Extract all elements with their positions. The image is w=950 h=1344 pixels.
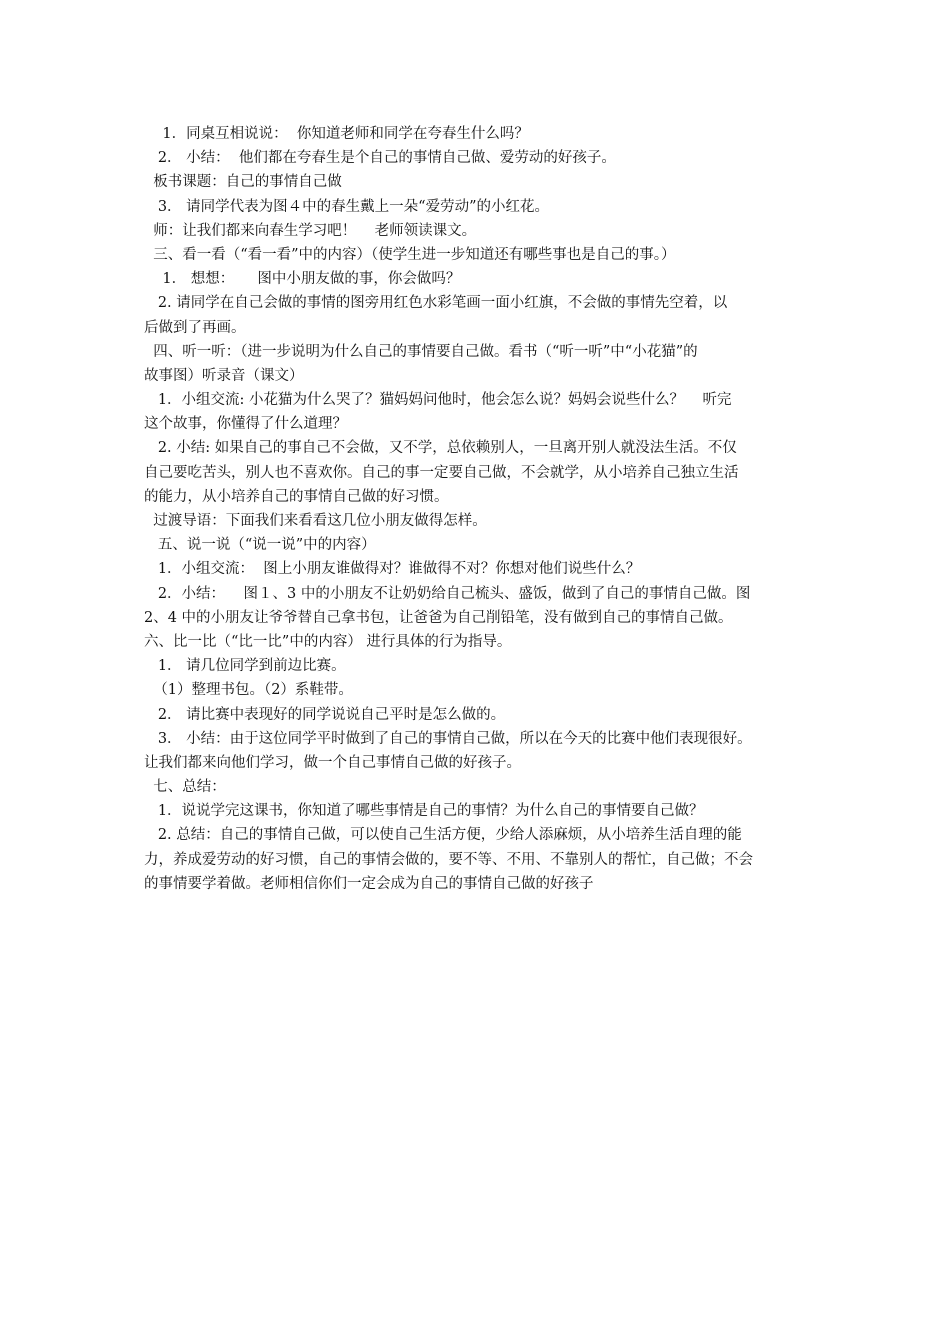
text-line: （1）整理书包。（2）系鞋带。	[144, 682, 353, 699]
section-heading: 六、比一比（“比一比”中的内容） 进行具体的行为指导。	[144, 633, 512, 650]
text-line: 让我们都来向他们学习，做一个自己事情自己做的好孩子。	[144, 754, 521, 771]
text-line: 过渡导语：下面我们来看看这几位小朋友做得怎样。	[144, 513, 487, 529]
text-line: 2、4 中的小朋友让爷爷替自己拿书包，让爸爸为自己削铅笔，没有做到自己的事情自己做。	[144, 609, 733, 626]
text-line: 1． 请几位同学到前边比赛。	[144, 658, 346, 675]
text-line: 2．小结： 图１、3 中的小朋友不让奶奶给自己梳头、盛饭，做到了自己的事情自己做。图	[144, 585, 751, 602]
lesson-plan-text	[144, 122, 824, 896]
text-line: 3． 请同学代表为图４中的春生戴上一朵“爱劳动”的小红花。	[144, 198, 549, 215]
text-line: 自己要吃苦头，别人也不喜欢你。自己的事一定要自己做，不会就学，从小培养自己独立生活	[144, 464, 739, 481]
text-line: 1．小组交流: 小花猫为什么哭了？猫妈妈问他时，他会怎么说？妈妈会说些什么？ 听完	[144, 392, 732, 409]
text-line: 1．小组交流： 图上小朋友谁做得对？谁做得不对？你想对他们说些什么？	[144, 561, 641, 578]
text-line: 板书课题：自己的事情自己做	[144, 174, 342, 191]
text-line: 师：让我们都来向春生学习吧！ 老师领读课文。	[144, 222, 477, 239]
text-line: 的事情要学着做。老师相信你们一定会成为自己的事情自己做的好孩子	[144, 875, 594, 892]
text-line: 2． 小结： 他们都在夸春生是个自己的事情自己做、爱劳动的好孩子。	[144, 150, 616, 167]
text-line: 2. 请同学在自己会做的事情的图旁用红色水彩笔画一面小红旗，不会做的事情先空着，以	[144, 295, 728, 312]
text-line: 1．说说学完这课书，你知道了哪些事情是自己的事情？为什么自己的事情要自己做？	[144, 803, 704, 820]
text-line: 1． 想想： 图中小朋友做的事，你会做吗？	[144, 271, 461, 288]
text-line: 的能力，从小培养自己的事情自己做的好习惯。	[144, 488, 449, 505]
text-line: 2． 请比赛中表现好的同学说说自己平时是怎么做的。	[144, 706, 506, 723]
text-line: 2. 小结: 如果自己的事自己不会做，又不学，总依赖别人，一旦离开别人就没法生活。不仅	[144, 440, 737, 457]
section-heading: 三、看一看（“看一看”中的内容）（使学生进一步知道还有哪些事也是自己的事。）	[144, 246, 676, 263]
text-line: 力，养成爱劳动的好习惯，自己的事情会做的，要不等、不用、不靠别人的帮忙，自己做；不会	[144, 851, 753, 868]
text-line: 故事图）听录音（课文）	[144, 367, 304, 384]
text-line: 1．同桌互相说说： 你知道老师和同学在夸春生什么吗？	[144, 126, 529, 142]
text-line: 后做到了再画。	[144, 319, 246, 336]
text-line: 这个故事，你懂得了什么道理？	[144, 416, 347, 433]
section-heading: 七、总结：	[144, 779, 226, 796]
section-heading: 四、听一听：（进一步说明为什么自己的事情要自己做。看书（“听一听”中“小花猫”的	[144, 343, 698, 360]
text-line: 2. 总结：自己的事情自己做，可以使自己生活方便，少给人添麻烦，从小培养生活自理的能	[144, 827, 742, 844]
section-heading: 五、说一说（“说一说”中的内容）	[144, 537, 376, 554]
text-line: 3． 小结：由于这位同学平时做到了自己的事情自己做，所以在今天的比赛中他们表现很好。	[144, 730, 752, 747]
